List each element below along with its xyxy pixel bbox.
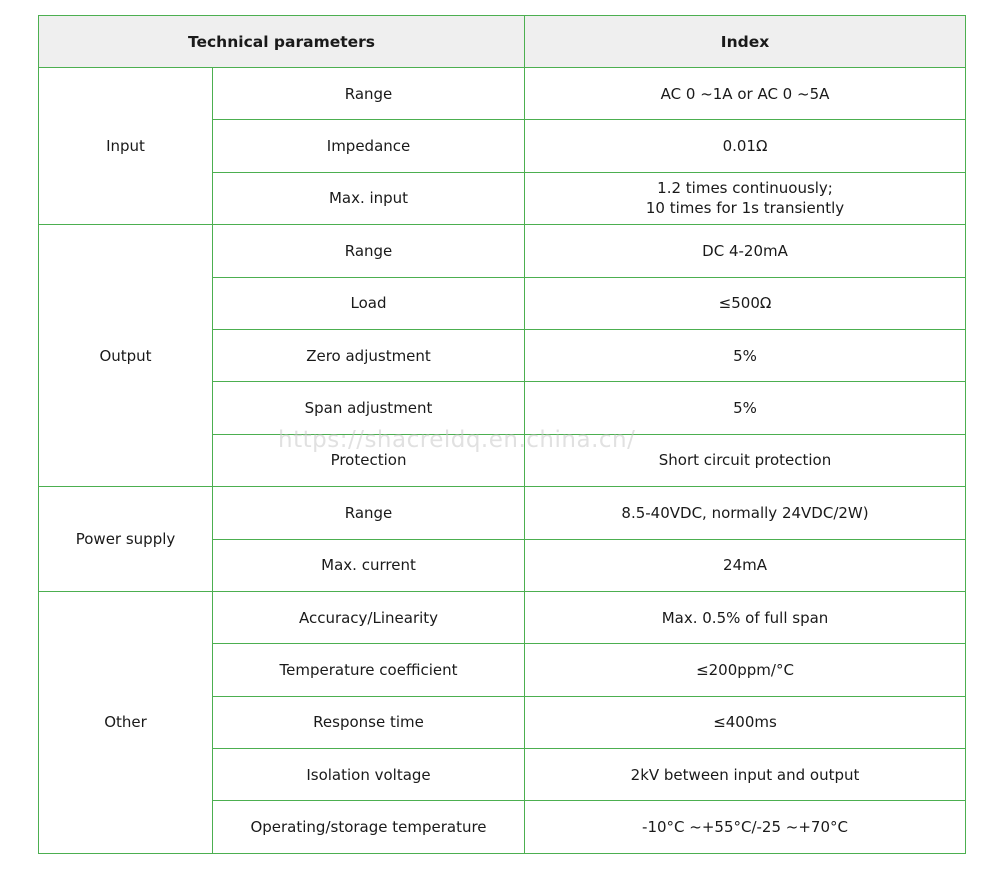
value-cell: ≤500Ω [525,277,966,329]
value-line: 10 times for 1s transiently [645,199,845,218]
value-cell: 5% [525,329,966,381]
param-cell: Response time [213,696,525,748]
group-label-power-supply: Power supply [39,487,213,592]
header-index: Index [525,16,966,68]
param-cell: Max. current [213,539,525,591]
value-cell: -10°C ~+55°C/-25 ~+70°C [525,801,966,853]
value-cell: 0.01Ω [525,120,966,172]
value-cell: ≤400ms [525,696,966,748]
param-cell: Zero adjustment [213,329,525,381]
param-cell: Range [213,225,525,277]
header-technical-parameters: Technical parameters [39,16,525,68]
group-label-input: Input [39,68,213,225]
param-cell: Accuracy/Linearity [213,591,525,643]
value-cell [525,172,966,224]
param-cell: Temperature coefficient [213,644,525,696]
value-cell: 8.5-40VDC, normally 24VDC/2W) [525,487,966,539]
value-line: 1.2 times continuously; [657,179,833,198]
value-cell: ≤200ppm/°C [525,644,966,696]
value-cell: Max. 0.5% of full span [525,591,966,643]
header-row [39,16,966,68]
param-cell: Protection [213,434,525,486]
table-row [39,487,966,539]
watermark-text: https://shacreldq.en.china.cn/ [278,427,636,453]
value-cell: AC 0 ~1A or AC 0 ~5A [525,68,966,120]
param-cell: Impedance [213,120,525,172]
param-cell: Isolation voltage [213,749,525,801]
param-cell: Range [213,487,525,539]
param-cell: Load [213,277,525,329]
table-row [39,225,966,277]
param-cell: Span adjustment [213,382,525,434]
value-cell: 24mA [525,539,966,591]
value-cell: 2kV between input and output [525,749,966,801]
table-row [39,68,966,120]
group-label-output: Output [39,225,213,487]
param-cell: Operating/storage temperature [213,801,525,853]
value-cell: DC 4-20mA [525,225,966,277]
table-row [39,591,966,643]
param-cell: Max. input [213,172,525,224]
spec-table [38,15,966,854]
param-cell: Range [213,68,525,120]
group-label-other: Other [39,591,213,853]
value-cell: 5% [525,382,966,434]
value-cell: Short circuit protection [525,434,966,486]
